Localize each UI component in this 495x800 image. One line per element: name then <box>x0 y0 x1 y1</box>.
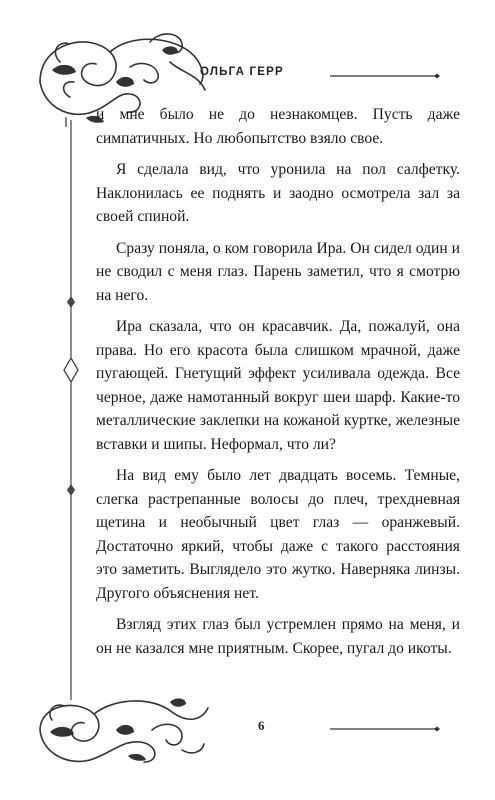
footer-rule-ornament <box>330 726 440 732</box>
paragraph: Ира сказала, что он красавчик. Да, пожалуй, она права. Но его красота была слишком мрачной, даже пугающей. Гнетущий эффект усиливала одежда. Все черное, даже намотанный вокруг шеи шарф. Какие-то металлические заклепки на кожаной куртке, железные вставки и шипы. Неформал, что ли? <box>96 318 460 453</box>
paragraph: Я сделала вид, что уронила на пол салфетку. Наклонилась ее поднять и заодно осмотрела зал за своей спиной. <box>96 161 460 225</box>
margin-rule-ornament <box>63 120 79 710</box>
body-text <box>96 103 460 660</box>
small-diamond-icon <box>67 296 75 308</box>
paragraph: Взгляд этих глаз был устремлен прямо на меня, и он не казался мне приятным. Скорее, пугал до икоты. <box>96 616 460 657</box>
paragraph: На вид ему было лет двадцать восемь. Темные, слегка растрепанные волосы до плеч, трехдневная щетина и необычный цвет глаз — оранжевый. Достаточно яркий, чтобы даже с такого расстояния это заметить. Выглядело это жутко. Наверняка линзы. Другого объяснения нет. <box>96 467 460 602</box>
header-rule-ornament <box>330 73 440 79</box>
small-diamond-icon <box>67 484 75 496</box>
paragraph: Сразу поняла, о ком говорила Ира. Он сидел один и не сводил с меня глаз. Парень заметил, что я смотрю на него. <box>96 239 460 304</box>
running-head-author: ОЛЬГА ГЕРР <box>200 66 284 78</box>
paragraph: и мне было не до незнакомцев. Пусть даже симпатичных. Но любопытство взяло свое. <box>96 106 460 147</box>
bottom-flourish-ornament <box>32 690 212 775</box>
page-number: 6 <box>258 718 265 733</box>
open-diamond-icon <box>64 358 78 382</box>
